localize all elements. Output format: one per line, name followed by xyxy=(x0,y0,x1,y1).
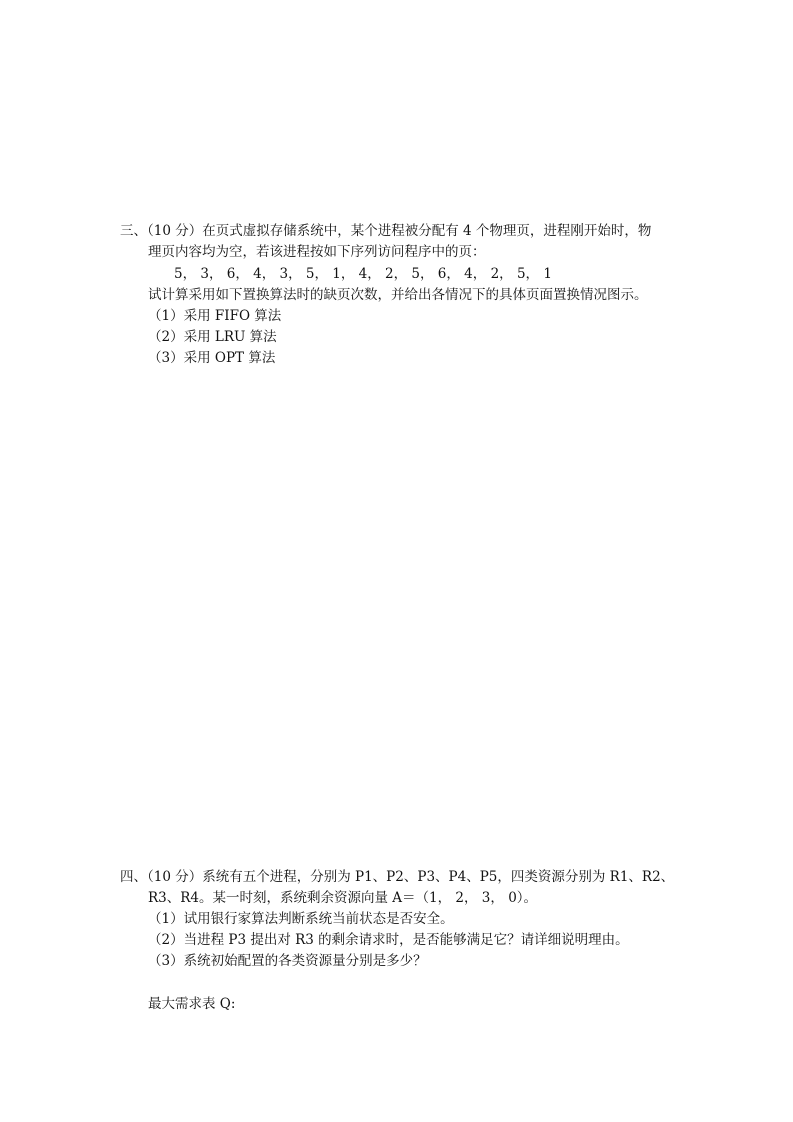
q4-table-label: 最大需求表 Q: xyxy=(148,996,236,1012)
q4-line-2: R3、R4。某一时刻，系统剩余资源向量 A＝（1， 2， 3， 0）。 xyxy=(148,890,538,906)
q4-line-1: 四、（10 分）系统有五个进程，分别为 P1、P2、P3、P4、P5，四类资源分别为 R1、R2、 xyxy=(120,869,675,885)
q4-item-3: （3）系统初始配置的各类资源量分别是多少？ xyxy=(148,953,427,969)
q3-item-lru: （2）采用 LRU 算法 xyxy=(148,329,277,345)
q3-line-2: 理页内容均为空，若该进程按如下序列访问程序中的页： xyxy=(148,244,486,260)
q3-line-4: 试计算采用如下置换算法时的缺页次数，并给出各情况下的具体页面置换情况图示。 xyxy=(148,287,648,303)
q4-item-1: （1）试用银行家算法判断系统当前状态是否安全。 xyxy=(148,911,454,927)
q3-item-opt: （3）采用 OPT 算法 xyxy=(148,350,276,366)
q3-item-fifo: （1）采用 FIFO 算法 xyxy=(148,308,282,324)
q3-line-1: 三、（10 分）在页式虚拟存储系统中，某个进程被分配有 4 个物理页，进程刚开始时，物 xyxy=(120,223,652,239)
q3-page-sequence: 5， 3， 6， 4， 3， 5， 1， 4， 2， 5， 6， 4， 2， 5， 1 xyxy=(174,266,552,282)
q4-item-2: （2）当进程 P3 提出对 R3 的剩余请求时，是否能够满足它？请详细说明理由。 xyxy=(148,932,629,948)
